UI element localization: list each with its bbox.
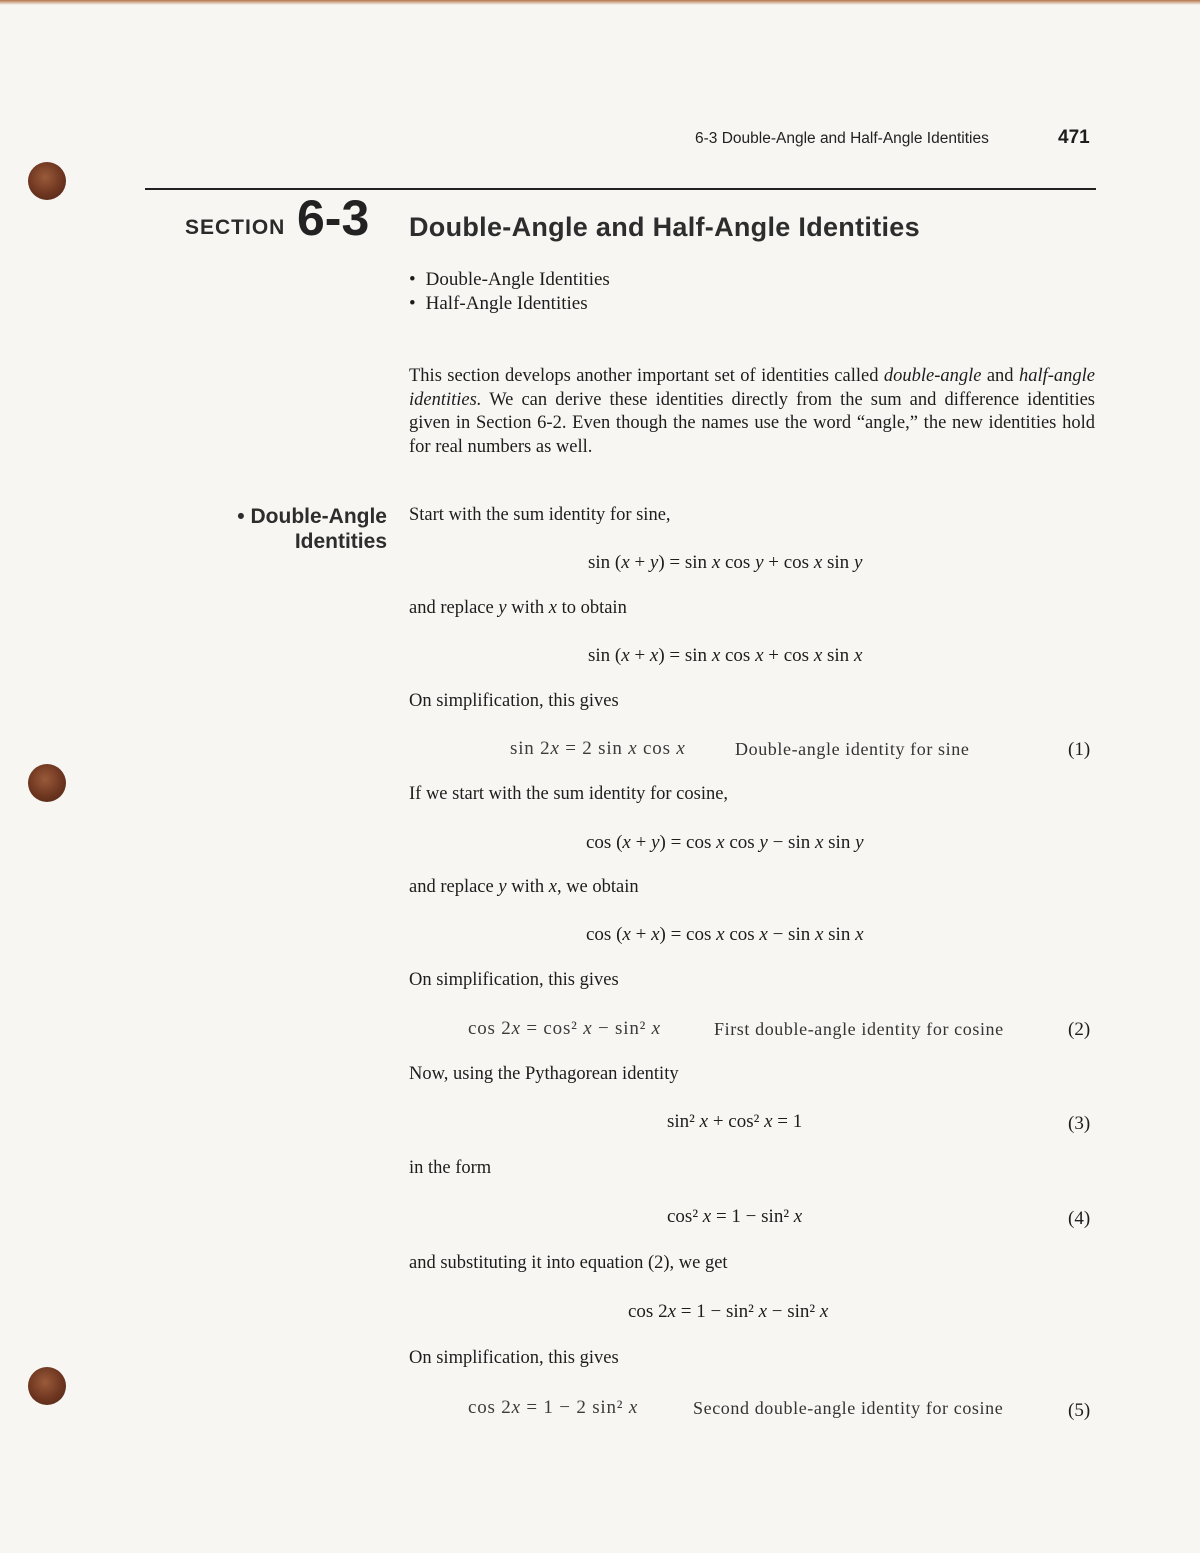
body-text: On simplification, this gives xyxy=(409,691,619,711)
header-rule xyxy=(145,188,1096,190)
equation-note: Second double-angle identity for cosine xyxy=(693,1398,1004,1418)
body-text: On simplification, this gives xyxy=(409,1348,619,1368)
subsection-heading: • Double-Angle Identities xyxy=(237,505,387,553)
section-number: 6-3 xyxy=(297,190,370,246)
running-head: 6-3 Double-Angle and Half-Angle Identities xyxy=(695,130,989,147)
subsection-bullet: • xyxy=(237,505,245,528)
equation-number: (4) xyxy=(1068,1208,1091,1229)
page-top-edge xyxy=(0,0,1200,5)
body-text: in the form xyxy=(409,1158,492,1178)
section-label: SECTION xyxy=(185,216,286,239)
equation-note: First double-angle identity for cosine xyxy=(714,1019,1004,1039)
equation-1: sin 2x = 2 sin x cos x xyxy=(510,738,686,759)
body-text: On simplification, this gives xyxy=(409,970,619,990)
section-title: Double-Angle and Half-Angle Identities xyxy=(409,212,920,242)
section-topics xyxy=(409,268,610,316)
equation-number: (1) xyxy=(1068,739,1091,760)
body-text: Now, using the Pythagorean identity xyxy=(409,1064,679,1084)
binder-hole xyxy=(28,764,66,802)
equation-sum-cosine: cos (x + y) = cos x cos y − sin x sin y xyxy=(586,832,864,853)
equation-cosine-substituted: cos (x + x) = cos x cos x − sin x sin x xyxy=(586,924,864,945)
equation-3: sin² x + cos² x = 1 xyxy=(667,1111,803,1132)
equation-2: cos 2x = cos² x − sin² x xyxy=(468,1018,661,1039)
body-text: If we start with the sum identity for cosine, xyxy=(409,784,729,804)
body-text: and replace y with x, we obtain xyxy=(409,877,639,897)
page-number: 471 xyxy=(1058,127,1090,148)
equation-4: cos² x = 1 − sin² x xyxy=(667,1206,803,1227)
equation-note: Double-angle identity for sine xyxy=(735,739,970,759)
equation-substituted: cos 2x = 1 − sin² x − sin² x xyxy=(628,1301,829,1322)
equation-sum-sine: sin (x + y) = sin x cos y + cos x sin y xyxy=(588,552,863,573)
equation-sine-substituted: sin (x + x) = sin x cos x + cos x sin x xyxy=(588,645,863,666)
intro-paragraph: This section develops another important set of identities called double-angle and half-angle identities. We can derive these identities directly from the sum and difference identities given in Section 6-2. Even though the names use the word “angle,” the new identities hold for real numbers as well. xyxy=(409,366,1095,457)
topic-item: • Half-Angle Identities xyxy=(409,292,610,316)
binder-hole xyxy=(28,162,66,200)
equation-number: (2) xyxy=(1068,1019,1091,1040)
binder-hole xyxy=(28,1367,66,1405)
body-text: and substituting it into equation (2), we get xyxy=(409,1253,728,1273)
topic-item: • Double-Angle Identities xyxy=(409,268,610,292)
body-text: Start with the sum identity for sine, xyxy=(409,505,671,525)
body-text: and replace y with x to obtain xyxy=(409,598,627,618)
equation-number: (5) xyxy=(1068,1400,1091,1421)
equation-5: cos 2x = 1 − 2 sin² x xyxy=(468,1397,639,1418)
equation-number: (3) xyxy=(1068,1113,1091,1134)
